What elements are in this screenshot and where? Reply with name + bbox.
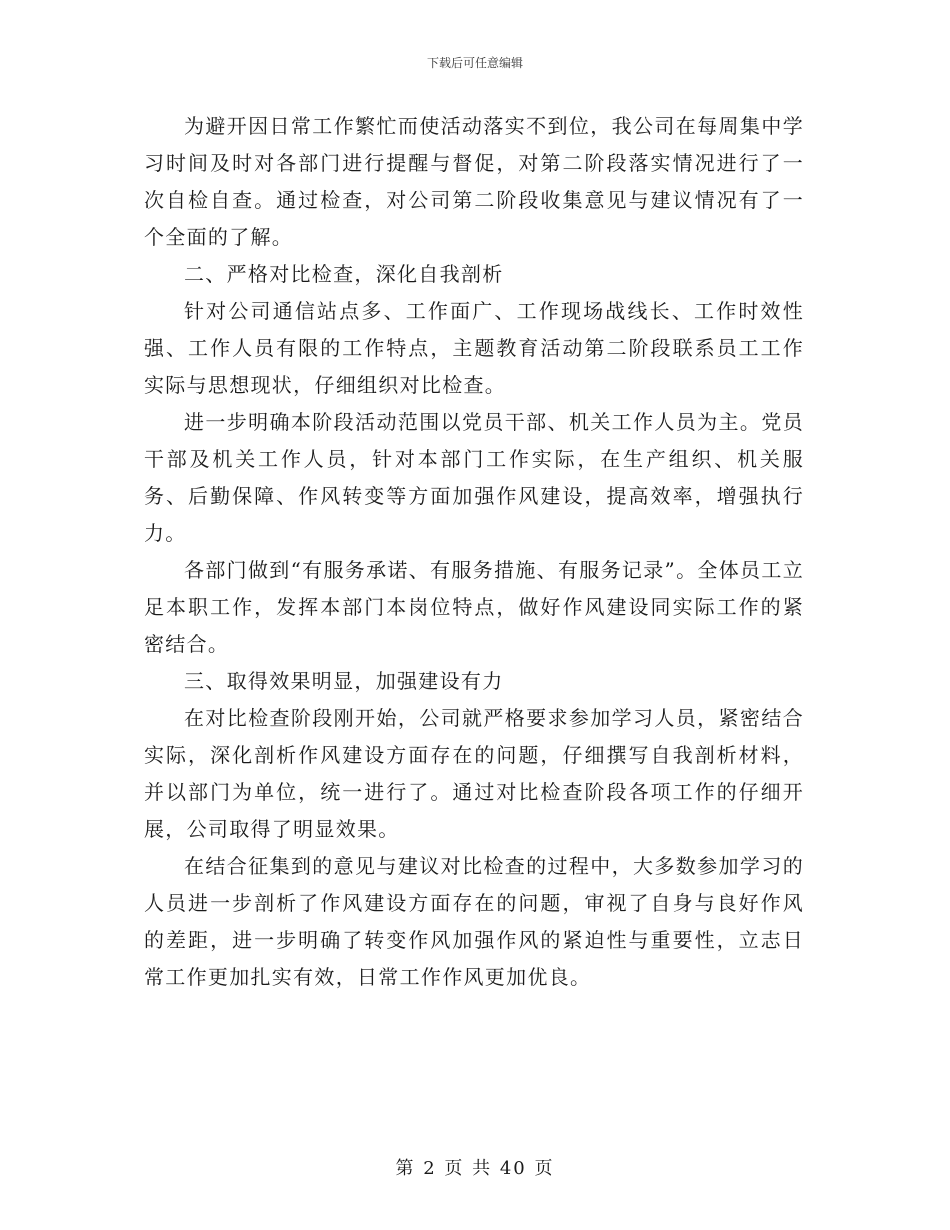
paragraph-service-commitment: 各部门做到“有服务承诺、有服务措施、有服务记录”。全体员工立足本职工作，发挥本部门本岗位特点，做好作风建设同实际工作的紧密结合。	[144, 558, 804, 656]
paragraph-opinions-review: 在结合征集到的意见与建议对比检查的过程中，大多数参加学习的人员进一步剖析了作风建设方面存在的问题，审视了自身与良好作风的差距，进一步明确了转变作风加强作风的紧迫性与重要性，立志日常工作更加扎实有效，日常工作作风更加优良。	[144, 854, 804, 989]
paragraph-self-inspection: 为避开因日常工作繁忙而使活动落实不到位，我公司在每周集中学习时间及时对各部门进行提醒与督促，对第二阶段落实情况进行了一次自检自查。通过检查，对公司第二阶段收集意见与建议情况有了一个全面的了解。	[144, 114, 804, 249]
paragraph-work-characteristics: 针对公司通信站点多、工作面广、工作现场战线长、工作时效性强、工作人员有限的工作特点，主题教育活动第二阶段联系员工工作实际与思想现状，仔细组织对比检查。	[144, 299, 804, 397]
document-body	[144, 108, 804, 996]
paragraph-comparison-check: 在对比检查阶段刚开始，公司就严格要求参加学习人员，紧密结合实际，深化剖析作风建设方面存在的问题，仔细撰写自我剖析材料，并以部门为单位，统一进行了。通过对比检查阶段各项工作的仔细开展，公司取得了明显效果。	[144, 706, 804, 841]
section-heading-2: 二、严格对比检查，深化自我剖析	[184, 262, 504, 286]
page-header: 下载后可任意编辑	[426, 56, 523, 70]
section-heading-3: 三、取得效果明显，加强建设有力	[184, 669, 504, 693]
paragraph-activity-scope: 进一步明确本阶段活动范围以党员干部、机关工作人员为主。党员干部及机关工作人员，针对本部门工作实际，在生产组织、机关服务、后勤保障、作风转变等方面加强作风建设，提高效率，增强执行力。	[144, 410, 804, 545]
page-number-footer: 第 2 页 共 40 页	[395, 1158, 555, 1179]
